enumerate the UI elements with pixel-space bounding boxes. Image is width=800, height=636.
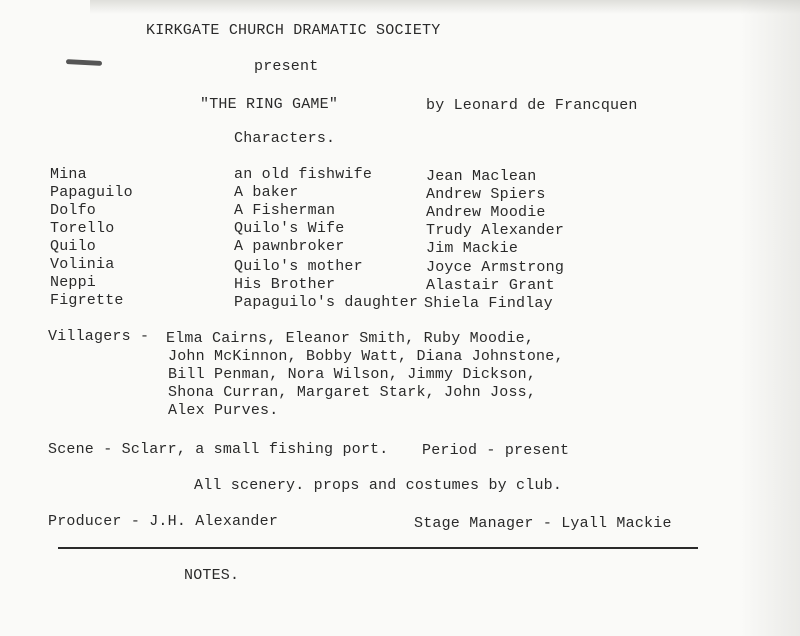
stage-manager-credit: Stage Manager - Lyall Mackie — [414, 515, 672, 532]
villagers-line: Shona Curran, Margaret Stark, John Joss, — [168, 384, 537, 401]
divider-rule — [58, 547, 698, 549]
villagers-line: John McKinnon, Bobby Watt, Diana Johnstone, — [168, 348, 564, 365]
play-title: "THE RING GAME" — [200, 96, 339, 113]
scene-line: Scene - Sclarr, a small fishing port. — [48, 441, 389, 458]
character-description: an old fishwife — [234, 166, 373, 183]
character-description: A Fisherman — [234, 202, 336, 219]
society-name: KIRKGATE CHURCH DRAMATIC SOCIETY — [146, 22, 441, 39]
character-name: Figrette — [50, 292, 124, 309]
villagers-label: Villagers - — [48, 328, 150, 345]
character-name: Quilo — [50, 238, 97, 255]
character-name: Torello — [50, 220, 115, 237]
character-description: His Brother — [234, 276, 336, 293]
producer-credit: Producer - J.H. Alexander — [48, 513, 279, 530]
character-description: Quilo's Wife — [234, 220, 345, 237]
villagers-line: Elma Cairns, Eleanor Smith, Ruby Moodie, — [166, 330, 535, 347]
character-description: Papaguilo's daughter — [234, 294, 419, 311]
character-name: Neppi — [50, 274, 97, 291]
play-author: by Leonard de Francquen — [426, 97, 638, 114]
character-description: Quilo's mother — [234, 258, 363, 275]
villagers-line: Alex Purves. — [168, 402, 279, 419]
characters-heading: Characters. — [234, 130, 336, 147]
actor-name: Alastair Grant — [426, 277, 555, 294]
present-line: present — [254, 58, 319, 75]
actor-name: Jim Mackie — [426, 240, 519, 257]
actor-name: Andrew Spiers — [426, 186, 546, 203]
period-line: Period - present — [422, 442, 570, 459]
actor-name: Andrew Moodie — [426, 204, 546, 221]
scenery-credit: All scenery. props and costumes by club. — [194, 477, 563, 494]
actor-name: Jean Maclean — [426, 168, 537, 185]
ink-mark — [66, 59, 102, 66]
character-description: A pawnbroker — [234, 238, 345, 255]
actor-name: Joyce Armstrong — [426, 259, 565, 276]
character-name: Mina — [50, 166, 87, 183]
character-name: Dolfo — [50, 202, 97, 219]
character-description: A baker — [234, 184, 299, 201]
character-name: Volinia — [50, 256, 115, 273]
villagers-line: Bill Penman, Nora Wilson, Jimmy Dickson, — [168, 366, 537, 383]
actor-name: Shiela Findlay — [424, 295, 553, 312]
actor-name: Trudy Alexander — [426, 222, 565, 239]
notes-heading: NOTES. — [184, 567, 240, 584]
top-edge-smudge — [90, 0, 800, 14]
character-name: Papaguilo — [50, 184, 133, 201]
right-edge-grain — [740, 0, 800, 636]
